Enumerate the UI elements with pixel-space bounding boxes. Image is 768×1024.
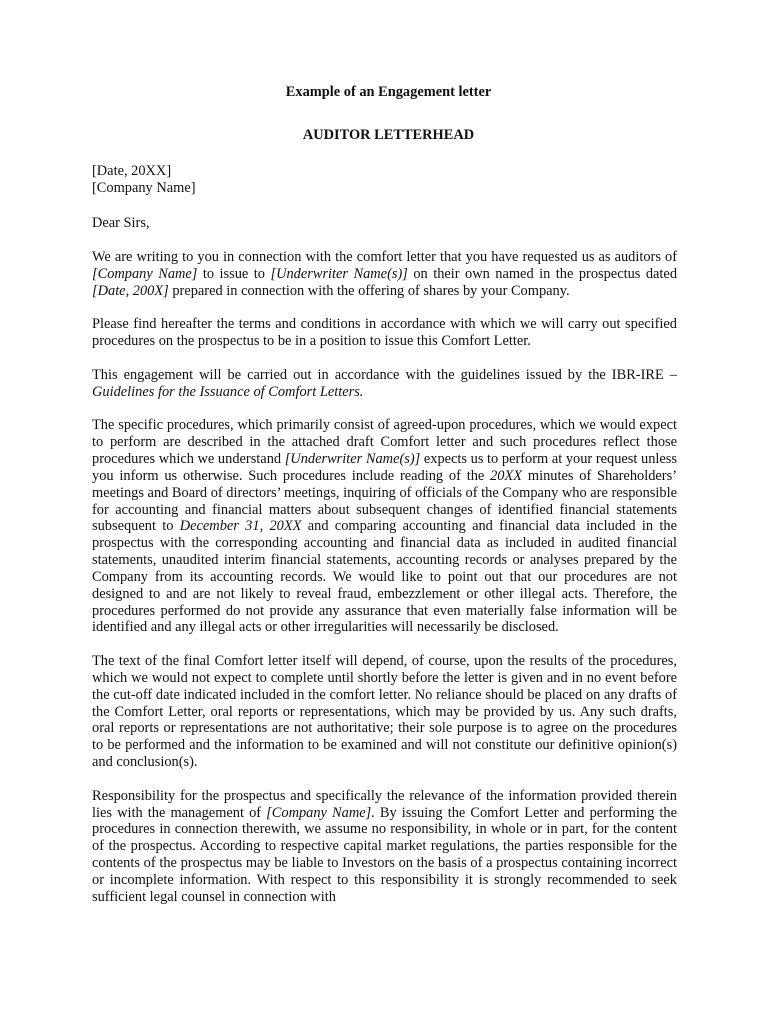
paragraph-guidelines: This engagement will be carried out in accordance with the guidelines issued by the IBR-IRE – Guidelines for the Issuance of Comfort Letters.	[92, 366, 677, 400]
paragraph-terms: Please find hereafter the terms and conditions in accordance with which we will carry out specified procedures on the prospectus to be in a position to issue this Comfort Letter.	[92, 316, 677, 350]
guidelines-title: – Guidelines for the Issuance of Comfort Letters.	[92, 366, 677, 400]
auditor-letterhead: AUDITOR LETTERHEAD	[302, 126, 475, 143]
paragraph-responsibility: Responsibility for the prospectus and specifically the relevance of the information provided therein lies with the management of [Company Name]. By issuing the Comfort Letter and performing the procedures in connection therewith, we assume no responsibility, in whole or in part, for the content of the prospectus. According to respective capital market regulations, the parties responsible for the contents of the prospectus may be liable to Investors on the basis of a prospectus containing incorrect or incomplete information. With respect to this responsibility it is strongly recommended to seek sufficient legal counsel in connection with	[92, 787, 677, 905]
paragraph-final-comfort-letter: The text of the final Comfort letter itself will depend, of course, upon the results of the procedures, which we would not expect to complete until shortly before the letter is given and in no event before the cut-off date indicated included in the comfort letter. No reliance should be placed on any drafts of the Comfort Letter, oral reports or representations, which may be provided by us. Any such drafts, oral reports or representations are not authoritative; their sole purpose is to agree on the procedures to be performed and the information to be examined and will not constitute our definitive opinion(s) and conclusion(s).	[92, 653, 677, 771]
year-placeholder: 20XX	[490, 467, 523, 484]
paragraph-specific-procedures: The specific procedures, which primarily consist of agreed-upon procedures, which we would expect to perform are described in the attached draft Comfort letter and such procedures reflect those procedures which we understand [Underwriter Name(s)] expects us to perform at your request unless you inform us otherwise. Such procedures include reading of the 20XX minutes of Shareholders’ meetings and Board of directors’ meetings, inquiring of officials of the Company who are responsible for accounting and financial matters about subsequent changes of identified financial statements subsequent to December 31, 20XX and comparing accounting and financial data included in the prospectus with the corresponding accounting and financial data as included in audited financial statements, unaudited interim financial statements, accounting records or analyses prepared by the Company from its accounting records. We would like to point out that our procedures are not designed to and are not likely to reveal fraud, embezzlement or other illegal acts. Therefore, the procedures performed do not provide any assurance that even materially false information will be identified and any illegal acts or other irregularities will necessarily be disclosed.	[92, 417, 677, 636]
financial-date-placeholder: December 31, 20XX	[179, 518, 302, 535]
letter-body	[92, 249, 677, 906]
underwriter-name-placeholder: [Underwriter Name(s)]	[270, 265, 408, 282]
salutation: Dear Sirs,	[92, 215, 150, 232]
underwriter-name-placeholder: [Underwriter Name(s)]	[284, 451, 421, 467]
document-title: Example of an Engagement letter	[285, 84, 492, 100]
company-name-placeholder: [Company Name].	[266, 804, 375, 821]
prospectus-date-placeholder: [Date, 200X]	[92, 282, 169, 299]
company-placeholder: [Company Name]	[92, 179, 196, 196]
company-name-placeholder: [Company Name]	[92, 265, 198, 282]
paragraph-introduction: We are writing to you in connection with the comfort letter that you have requested us as auditors of [Company Name] to issue to [Underwriter Name(s)] on their own named in the prospectus dated [Date, 200X] prepared in connection with the offering of shares by your Company.	[92, 249, 678, 299]
date-placeholder: [Date, 20XX]	[92, 162, 172, 179]
